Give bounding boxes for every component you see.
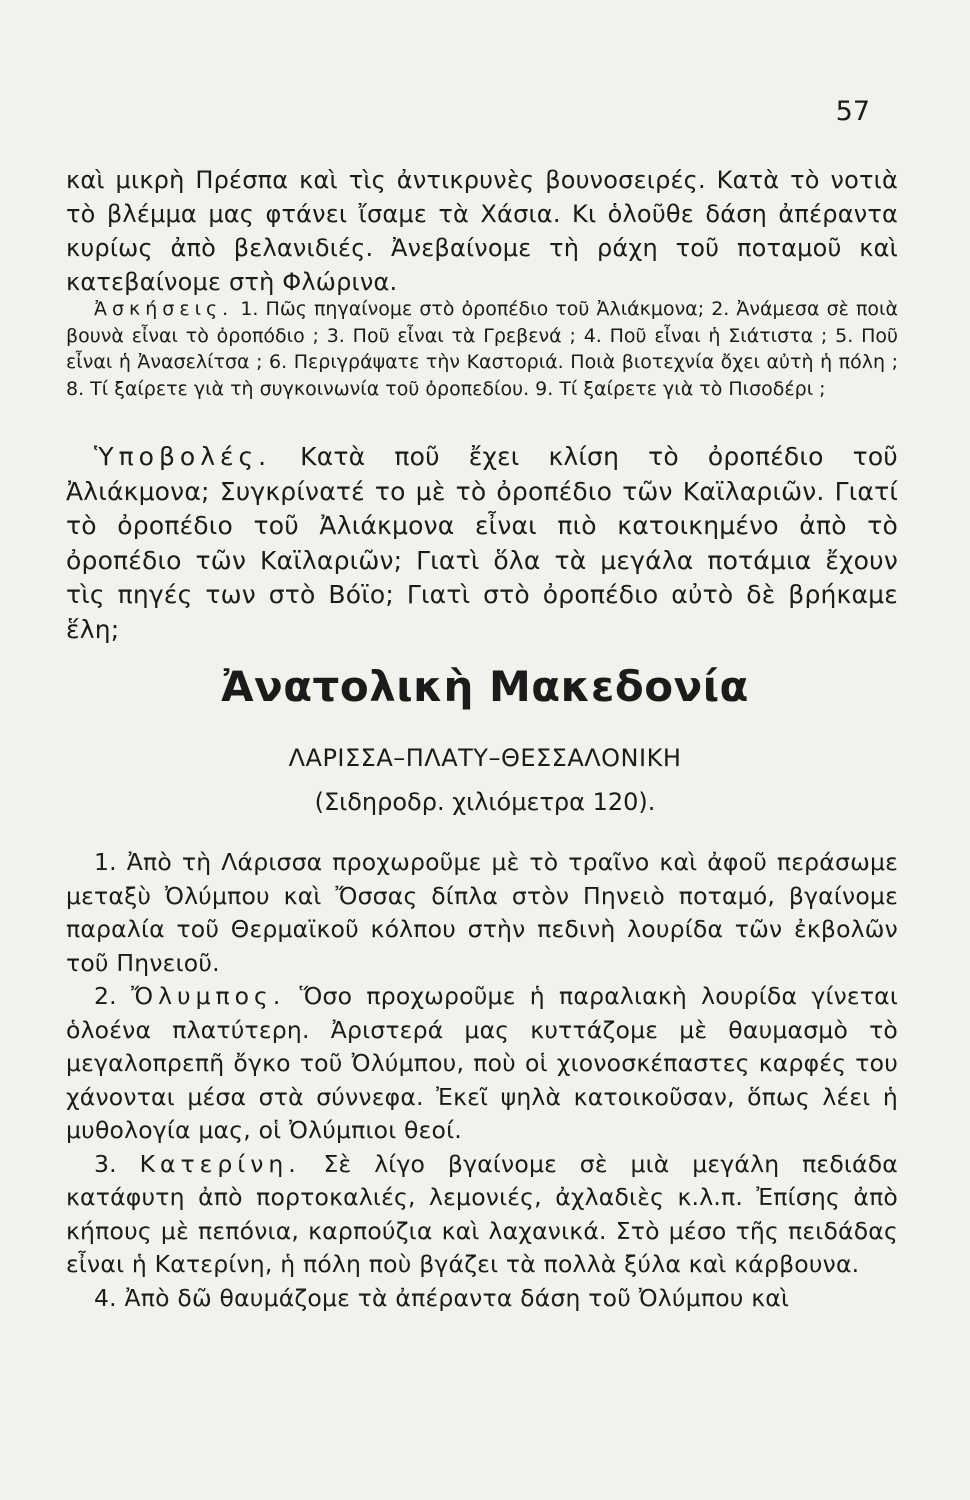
route-distance: (Σιδηροδρ. χιλιόμετρα 120). [314,788,656,816]
hints-text: Κατὰ ποῦ ἔχει κλίση τὸ ὀροπέδιο τοῦ Ἀλιάκμονα; Συγκρίνατέ το μὲ τὸ ὀροπέδιο τῶν Καϊλαριῶν. Γιατί τὸ ὀροπέδιο τοῦ Ἀλιάκμονα εἶναι πιὸ κατοικημένο ἀπὸ τὸ ὀροπέδιο τῶν Καϊλαριῶν; Γιατὶ ὅλα τὰ μεγάλα ποτάμια ἔχουν τὶς πηγές των στὸ Βόϊο; Γιατὶ στὸ ὀροπέδιο αὐτὸ δὲ βρήκαμε ἕλη; [66,442,898,644]
section-label: Ὄλυμπος. [131,982,286,1010]
section-text: Ὅσο προχωροῦμε ἡ παραλιακὴ λουρίδα γίνεται ὁλοένα πλατύτερη. Ἀριστερά μας κυττάζομε μὲ θαυμασμὸ τὸ μεγαλοπρεπῆ ὄγκο τοῦ Ὀλύμπου, ποὺ οἱ χιονοσκέπαστες καρφές του χάνονται μέσα στὰ σύννεφα. Ἐκεῖ ψηλὰ κατοικοῦσαν, ὅπως λέει ἡ μυθολογία μας, οἱ Ὀλύμπιοι θεοί. [66,982,899,1144]
intro-text: καὶ μικρὴ Πρέσπα καὶ τὶς ἀντικρυνὲς βουνοσειρές. Κατὰ τὸ νοτιὰ τὸ βλέμμα μας φτάνει ἴσαμε τὰ Χάσια. Κι ὁλοῦθε δάση ἀπέραντα κυρίως ἀπὸ βελανιδιές. Ἀνεβαίνομε τὴ ράχη τοῦ ποταμοῦ καὶ κατεβαίνομε στὴ Φλώρινα. [66,166,898,296]
hints-paragraph [66,440,898,647]
numbered-sections [66,846,898,1315]
exercises-body [66,296,898,402]
section-item [66,1148,898,1282]
hints-body [66,440,898,647]
exercises-paragraph [66,296,898,402]
route-heading: ΛΑΡΙΣΣΑ–ΠΛΑΤΥ–ΘΕΣΣΑΛΟΝΙΚΗ [288,744,682,772]
section-label: Κατερίνη. [139,1149,301,1178]
section-text: Σὲ λίγο βγαίνομε σὲ μιὰ μεγάλη πεδιάδα κατάφυτη ἀπὸ πορτοκαλιές, λεμονιές, ἀχλαδιὲς κ.λ.π. Ἐπίσης ἀπὸ κήπους μὲ πεπόνια, καρπούζια καὶ λαχανικά. Στὸ μέσο τῆς πειδάδας εἶναι ἡ Κατερίνη, ἡ πόλη ποὺ βγάζει τὰ πολλὰ ξύλα καὶ κάρβουνα. [66,1149,899,1278]
exercises-label: Ἀσκήσεις. [94,298,234,320]
section-number: 2. [94,982,117,1010]
section-item [66,846,898,980]
section-number: 1. [94,848,117,876]
intro-paragraph [66,163,898,299]
section-number: 3. [94,1149,117,1178]
section-text: Ἀπὸ τὴ Λάρισσα προχωροῦμε μὲ τὸ τραῖνο καὶ ἀφοῦ περάσωμε μεταξὺ Ὀλύμπου καὶ Ὄσσας δίπλα στὸν Πηνειὸ ποταμό, βγαίνομε παραλία τοῦ Θερμαϊκοῦ κόλπου στὴν πεδινὴ λουρίδα τῶν ἐκβολῶν τοῦ Πηνειοῦ. [66,848,899,977]
hints-label: Ὑποβολές. [94,442,272,471]
section-number: 4. [94,1283,117,1312]
section-item [66,980,898,1148]
section-item [66,1282,898,1316]
exercises-text: 1. Πῶς πηγαίνομε στὸ ὀροπέδιο τοῦ Ἀλιάκμονα; 2. Ἀνάμεσα σὲ ποιὰ βουνὰ εἶναι τὸ ὀροπόδιο ; 3. Ποῦ εἶναι τὰ Γρεβενά ; 4. Ποῦ εἶναι ἡ Σιάτιστα ; 5. Ποῦ εἶναι ἡ Ἀνασελίτσα ; 6. Περιγράψατε τὴν Καστοριά. Ποιὰ βιοτεχνία ὄχει αὐτὴ ἡ πόλη ; 8. Τί ξαίρετε γιὰ τὴ συγκοινωνία τοῦ ὀροπεδίου. 9. Τί ξαίρετε γιὰ τὸ Πισοδέρι ; [66,298,898,400]
chapter-title: Ἀνατολικὴ Μακεδονία [221,662,749,711]
section-text: Ἀπὸ δῶ θαυμάζομε τὰ ἀπέραντα δάση τοῦ Ὀλύμπου καὶ [124,1283,790,1312]
page-number: 57 [835,96,870,127]
